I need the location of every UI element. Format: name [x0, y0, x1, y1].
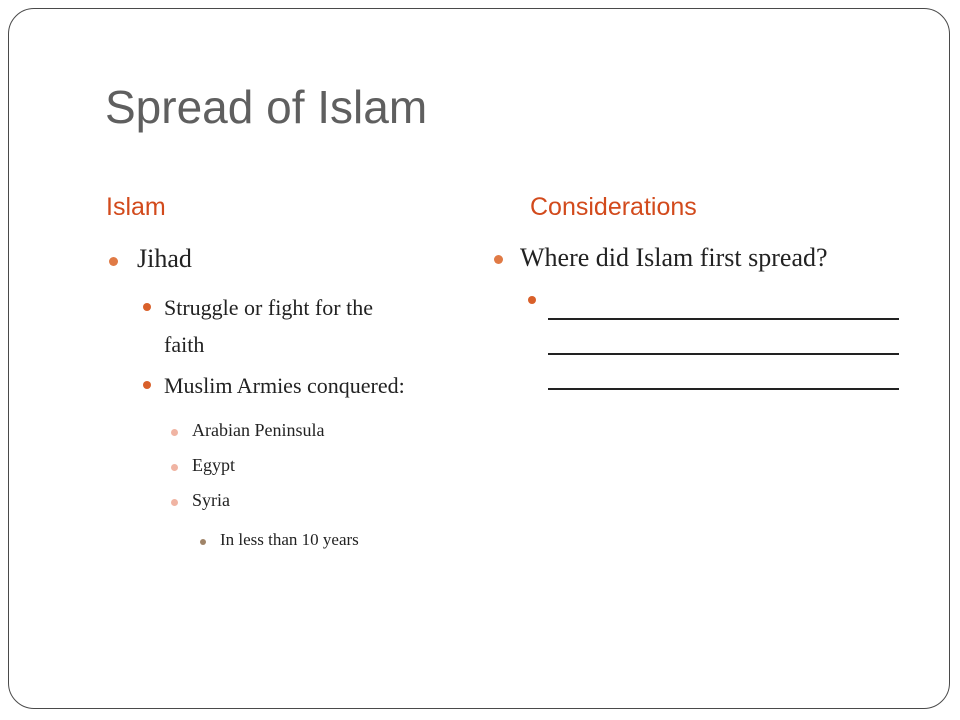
column-heading-considerations: Considerations [530, 193, 697, 221]
list-item-label: Arabian Peninsula [192, 420, 325, 440]
bullet-icon [528, 296, 536, 304]
bullet-icon [143, 381, 151, 389]
list-item-label-continued: faith [164, 332, 205, 357]
list-item-label: Jihad [137, 244, 192, 273]
column-heading-islam: Islam [106, 193, 166, 221]
answer-blank-line [548, 318, 899, 320]
bullet-icon [171, 429, 178, 436]
list-item-label: Muslim Armies conquered: [164, 373, 405, 398]
bullet-icon [200, 539, 206, 545]
list-item-label: Egypt [192, 455, 235, 475]
list-item-label: In less than 10 years [220, 530, 359, 549]
bullet-icon [143, 303, 151, 311]
slide-title: Spread of Islam [105, 81, 428, 133]
answer-blank-line [548, 353, 899, 355]
list-item-label: Struggle or fight for the [164, 295, 373, 320]
bullet-icon [171, 464, 178, 471]
answer-blank-line [548, 388, 899, 390]
bullet-icon [109, 257, 118, 266]
list-item-label: Syria [192, 490, 230, 510]
bullet-icon [494, 255, 503, 264]
bullet-icon [171, 499, 178, 506]
list-item-label: Where did Islam first spread? [520, 243, 828, 272]
